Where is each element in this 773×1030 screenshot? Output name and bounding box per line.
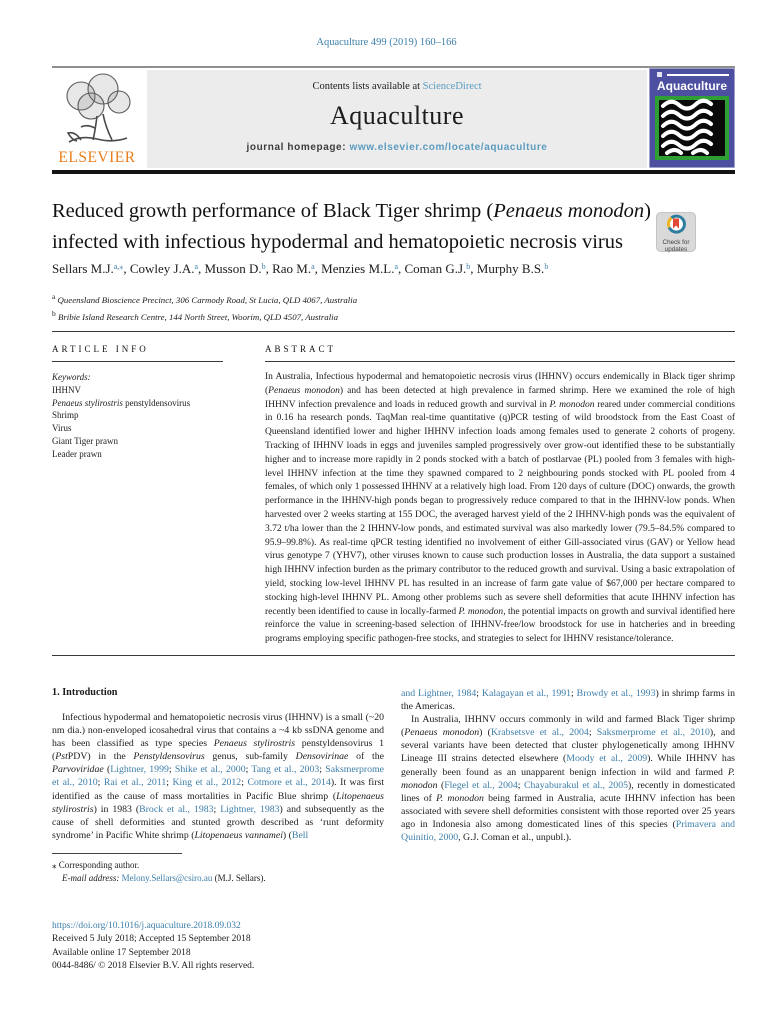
citation-link[interactable]: Rai et al., 2011	[103, 777, 167, 789]
citation-link[interactable]: Krabsetsve et al., 2004	[490, 727, 589, 739]
text-segment: genus, sub-family	[204, 751, 296, 763]
email-line	[52, 872, 392, 885]
text-segment: Penaeus stylirostris	[52, 397, 123, 408]
citation-link[interactable]: Bell	[291, 829, 309, 841]
citation-link[interactable]: Melony.Sellars@csiro.au	[121, 873, 213, 883]
text-segment: , Rao M.	[265, 261, 312, 276]
journal-cover-thumbnail[interactable]	[649, 68, 735, 168]
abstract-rule	[265, 361, 735, 362]
citation-link[interactable]: Cotmore et al., 2014	[247, 777, 331, 789]
text-segment: ) infected with infectious hypodermal and hematopoietic necrosis virus	[52, 200, 651, 253]
text-segment: Densovirinae	[295, 751, 349, 763]
text-segment: (	[103, 764, 111, 776]
text-segment: Giant Tiger prawn	[52, 435, 118, 446]
article-footer	[52, 920, 552, 974]
citation-link[interactable]: King et al., 2012	[172, 777, 242, 789]
text-segment: journal homepage:	[246, 142, 350, 153]
text-segment: (M.J. Sellars).	[212, 873, 266, 883]
text-segment: E-mail address:	[62, 873, 122, 883]
article-title	[52, 196, 652, 258]
text-segment: , G.J. Coman et al., unpubl.).	[458, 832, 572, 844]
keyword-item	[52, 384, 232, 397]
citation-link[interactable]: Kalagayan et al., 1991	[481, 688, 572, 699]
text-segment: ) and subsequently as the cause of shell deformities and stunted growth described as ‘runt deformity syndrome’ in Pacific White shrimp (	[52, 803, 384, 841]
introduction-column-left	[52, 711, 384, 842]
text-segment: PDV) in the	[67, 751, 134, 763]
abstract-heading: ABSTRACT	[265, 344, 337, 354]
keywords-list	[52, 384, 232, 461]
text-segment: a	[311, 262, 315, 271]
journal-banner	[147, 70, 647, 168]
text-segment: Leader prawn	[52, 448, 102, 459]
text-segment: , Cowley J.A.	[123, 261, 195, 276]
text-segment: being farmed in Australia, acute IHHNV infection has been associated with severe shell deformities consistent with those reported over 25 years ago in Indonesia also among domesticated lines of this species (	[401, 792, 736, 830]
text-segment: ) in shrimp farms in the Americas.	[401, 688, 736, 713]
text-segment: ;	[168, 764, 175, 776]
text-segment: ;	[245, 764, 252, 776]
cover-title-text: Aquaculture	[656, 79, 728, 93]
citation-link[interactable]: Moody et al., 2009	[566, 753, 648, 765]
keyword-item	[52, 409, 232, 422]
citation-link[interactable]: Saksmerprome et al., 2010	[52, 764, 385, 789]
text-segment: P. monodon	[436, 792, 484, 804]
text-segment: penstyldensovirus	[122, 397, 191, 408]
citation-link[interactable]: Flegel et al., 2004	[444, 779, 518, 791]
keywords-block	[52, 371, 232, 461]
text-segment: Penaeus monodon	[268, 385, 340, 396]
text-segment: b	[261, 262, 266, 271]
introduction-heading: 1. Introduction	[52, 687, 118, 698]
keywords-label: Keywords:	[52, 372, 91, 382]
article-info-heading: ARTICLE INFO	[52, 344, 149, 354]
text-segment: In Australia, Infectious hypodermal and hematopoietic necrosis virus (IHHNV) occurs endemically in Black tiger shrimp (	[265, 372, 735, 396]
intro-paragraph-continued	[401, 687, 735, 713]
text-segment: , the potential impacts on growth and survival identified here reinforce the value in screening-based selection of IHHNV-free/low broodstock for use in hatcheries and in breeding programs employing specific pathogen-free stocks, and strategies to select for IHHNV resistance/tolerance.	[265, 606, 735, 645]
text-segment: Penaeus monodon	[493, 200, 645, 222]
keyword-item	[52, 397, 232, 410]
text-segment: of the	[348, 751, 384, 763]
doi-link[interactable]: https://doi.org/10.1016/j.aquaculture.2018.09.032	[52, 921, 241, 931]
journal-homepage-line	[147, 142, 647, 153]
citation-link[interactable]: Chayaburakul et al., 2005	[523, 779, 629, 791]
text-segment: reared under commercial conditions in 0.16 ha research ponds. TaqMan real-time quantitative (q)PCR testing of wild broodstock from the East Coast of Queensland identified lower and higher IHHNV infection loads among females used to generate 2 cohorts of progeny. Tracking of IHHNV loads in eggs and juveniles sampled progressively over grow-out identified these to be substantially higher and to increase more rapidly in 2 ponds stocked with a batch of postlarvae (PL) pooled from 3 females with high-level IHHNV infection at the time they spawned compared to 2 neighbouring ponds stocked with PL pooled from 4 females, of which only 1 possessed IHHNV at a relatively high load. From 120 days of culture (DOC) onwards, the growth performance in the IHHNV-high ponds began to progressively reduce compared to that in the IHHNV-low ponds. When harvested over 2 weeks starting at 155 DOC, the averaged harvest yield of the 2 IHHNV-high ponds was the equivalent of 3.72 t/ha lower than the 2 IHHNV-low ponds, and estimated survival was also markedly lower (79.5–84.5% compared to 95.9–99.8%). As real-time qPCR testing identified no involvement of either Gill-associated virus (GAV) or Yellow head virus genotype 7 (YHV7), other viruses known to cause such production losses in Australia, the data support a sustained high IHHNV infection burden as the primary contributor to the reduced growth and survival. Using a basic extrapolation of yield, stocking low-level IHHNV PL has resulted in an increase of farm gate value of $67,000 per hectare compared to stocking high-level IHHNV PL. Among other problems such as severe shell deformities that acute IHHNV infection has recently been identified to cause in locally-farmed	[265, 399, 735, 617]
issn-copyright-line: 0044-8486/ © 2018 Elsevier B.V. All rights reserved.	[52, 961, 255, 972]
text-segment: Penaeus monodon	[404, 727, 480, 739]
affiliation-b: b Bribie Island Research Centre, 144 North Street, Woorim, QLD 4507, Australia	[52, 309, 338, 322]
journal-citation: Aquaculture 499 (2019) 160–166	[316, 37, 457, 48]
text-segment: Infectious hypodermal and hematopoietic necrosis virus (IHHNV) is a small (~20 nm dia.) non-enveloped icosahedral virus that contains a ~4 kb ssDNA genome and has been classified as type species	[52, 712, 384, 750]
citation-link[interactable]: Browdy et al., 1993	[576, 688, 656, 699]
text-segment: Shrimp	[52, 410, 79, 421]
intro-paragraph-2	[401, 713, 735, 844]
text-segment: a,⁎	[113, 262, 124, 271]
text-segment: ) and has been detected at high prevalence in farmed shrimp. Here we examined the role of high IHHNV infection prevalence and loads in reduced growth and survival in	[265, 385, 735, 410]
citation-link[interactable]: www.elsevier.com/locate/aquaculture	[349, 142, 548, 153]
check-for-updates-badge[interactable]	[656, 212, 696, 252]
text-segment: ;	[166, 777, 173, 789]
text-segment: (	[437, 779, 445, 791]
elsevier-tree-icon	[51, 133, 143, 150]
banner-top-rule	[52, 66, 735, 68]
text-segment: ) (	[479, 727, 491, 739]
journal-title: Aquaculture	[329, 101, 464, 130]
text-segment: P. monodon	[458, 606, 504, 617]
text-segment: ;	[97, 777, 104, 789]
text-segment: P. monodon	[549, 399, 595, 410]
citation-link[interactable]: Lightner, 1983	[220, 803, 280, 815]
citation-link[interactable]: ScienceDirect	[422, 81, 482, 92]
keyword-item	[52, 422, 232, 435]
elsevier-logo[interactable]	[50, 72, 144, 168]
text-segment: ;	[476, 688, 482, 699]
text-segment: ), and several variants have been detected that cluster phylogenetically among IHHNV Lineage III strains detected elsewhere (	[401, 727, 736, 765]
check-for-updates-icon	[665, 222, 687, 239]
text-segment: ;	[517, 779, 524, 791]
divider-rule	[52, 331, 735, 332]
introduction-column-right	[401, 687, 735, 844]
affiliation-a: a Queensland Bioscience Precinct, 306 Carmody Road, St Lucia, QLD 4067, Australia	[52, 292, 358, 305]
text-segment: Parvoviridae	[52, 764, 104, 776]
available-online-line: Available online 17 September 2018	[52, 947, 191, 958]
text-segment: ), recently in domesticated lines of	[401, 779, 736, 804]
text-segment: Contents lists available at	[312, 81, 423, 92]
body-divider-rule	[52, 655, 735, 656]
elsevier-wordmark: ELSEVIER	[58, 149, 136, 166]
text-segment: Litopenaeus vannamei	[194, 829, 283, 841]
text-segment: Reduced growth performance of Black Tiger shrimp (	[52, 200, 494, 222]
text-segment: a	[194, 262, 199, 271]
text-segment: a	[394, 262, 399, 271]
text-segment: IHHNV	[52, 384, 81, 395]
text-segment: ) (	[282, 829, 292, 841]
keyword-item	[52, 448, 232, 461]
text-segment: b	[466, 262, 471, 271]
text-segment: Penstyldensovirus	[133, 751, 205, 763]
citation-link[interactable]: Shike et al., 2000	[174, 764, 246, 776]
affiliations	[52, 290, 735, 324]
header-thick-rule	[52, 170, 735, 174]
text-segment: penstyldensovirus 1 (	[52, 738, 384, 763]
badge-label-line1: Check for	[662, 239, 690, 246]
contents-list-line	[147, 81, 647, 92]
text-segment: ;	[588, 727, 597, 739]
text-segment: , Coman G.J.	[398, 261, 467, 276]
text-segment: , Musson D.	[198, 261, 262, 276]
badge-label-line2: updates	[664, 245, 688, 253]
text-segment: ;	[319, 764, 326, 776]
text-segment: P. monodon	[401, 766, 735, 791]
text-segment: ;	[571, 688, 577, 699]
article-info-rule	[52, 361, 223, 362]
corresponding-author-footnote	[52, 859, 392, 885]
citation-link[interactable]: Tang et al., 2003	[251, 764, 320, 776]
citation-link[interactable]: Primavera and Quinitio, 2000	[401, 818, 735, 844]
text-segment: Virus	[52, 423, 72, 434]
text-segment: In Australia, IHHNV occurs commonly in wild and farmed Black Tiger shrimp (	[401, 714, 735, 739]
text-segment: Pst	[55, 751, 68, 763]
citation-link[interactable]: Brock et al., 1983	[139, 803, 214, 815]
author-list	[52, 261, 735, 277]
received-accepted-line: Received 5 July 2018; Accepted 15 September 2018	[52, 934, 251, 945]
text-segment: ). While IHHNV has generally been found as an unapparent benign infection in wild and farmed	[401, 753, 735, 778]
keyword-item	[52, 435, 232, 448]
citation-link[interactable]: Lightner, 1999	[110, 764, 169, 776]
text-segment: Sellars M.J.	[52, 261, 114, 276]
abstract-text	[265, 371, 735, 647]
text-segment: ;	[241, 777, 248, 789]
text-segment: b	[544, 262, 549, 271]
citation-link[interactable]: Saksmerprome et al., 2010	[596, 727, 710, 739]
corresponding-author-line: ⁎ Corresponding author.	[52, 860, 140, 870]
text-segment: ;	[213, 803, 221, 815]
text-segment: ). It was first identified as the cause of mass mortalities in Pacific Blue shrimp (	[52, 777, 385, 802]
text-segment: ) in 1983 (	[93, 803, 140, 815]
citation-link[interactable]: and Lightner, 1984	[401, 688, 477, 699]
text-segment: , Murphy B.S.	[470, 261, 545, 276]
text-segment: , Menzies M.L.	[314, 261, 395, 276]
text-segment: Penaeus stylirostris	[213, 738, 296, 750]
footnote-rule	[52, 853, 182, 854]
text-segment: Litopenaeus stylirostris	[52, 790, 384, 815]
